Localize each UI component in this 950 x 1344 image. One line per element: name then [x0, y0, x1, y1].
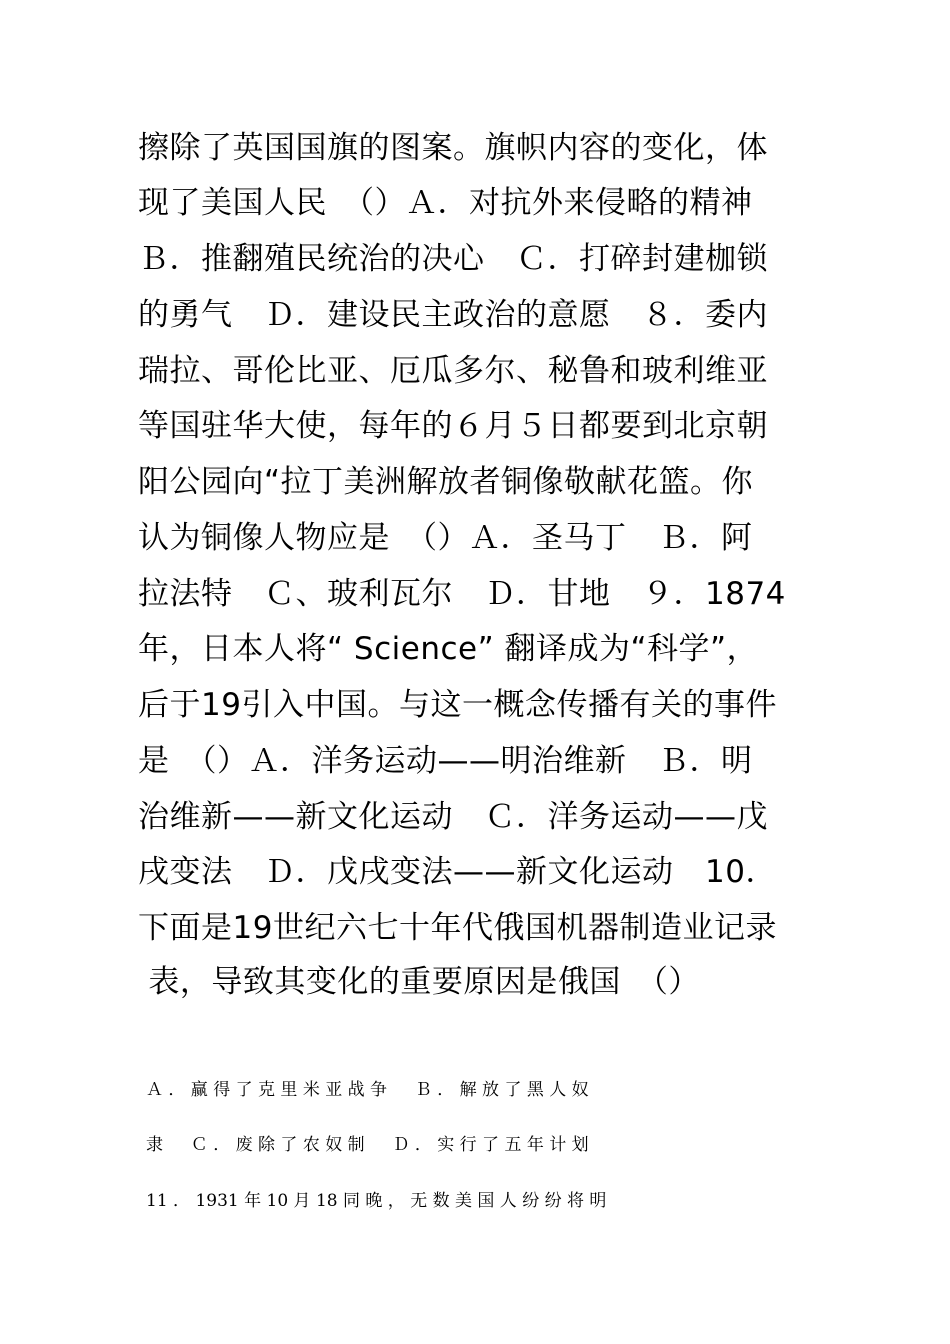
text-line: 戌变法 Ｄ．戊戌变法——新文化运动 10． — [138, 854, 777, 890]
text-line: 后于19引入中国。与这一概念传播有关的事件 — [138, 687, 777, 723]
small-text-line: 隶 Ｃ ． 废 除 了 农 奴 制 Ｄ ． 实 行 了 五 年 计 划 — [146, 1135, 589, 1155]
text-line: 等国驻华大使，每年的６月５日都要到北京朝 — [138, 408, 768, 444]
text-line: 拉法特 Ｃ、玻利瓦尔 Ｄ．甘地 ９．1874 — [138, 576, 786, 612]
text-line: 阳公园向“拉丁美洲解放者铜像敬献花篮。你 — [138, 464, 754, 500]
text-line: 的勇气 Ｄ．建设民主政治的意愿 ８．委内 — [138, 297, 768, 333]
text-line: 擦除了英国国旗的图案。旗帜内容的变化，体 — [138, 130, 768, 166]
text-line: 治维新——新文化运动 Ｃ．洋务运动——戊 — [138, 799, 768, 835]
text-line: 现了美国人民 （）Ａ．对抗外来侵略的精神 — [138, 185, 753, 221]
small-text-line: 11 ． 1931 年 10 月 18 同 晚 ， 无 数 美 国 人 纷 纷 将 明 — [146, 1191, 607, 1211]
small-text-line: Ａ ． 赢 得 了 克 里 米 亚 战 争 Ｂ ． 解 放 了 黑 人 奴 — [146, 1080, 589, 1100]
text-line: 年，日本人将“ Science” 翻译成为“科学”， — [138, 631, 759, 667]
text-line: 是 （）Ａ．洋务运动——明治维新 Ｂ．明 — [138, 743, 753, 779]
text-line: 瑞拉、哥伦比亚、厄瓜多尔、秘鲁和玻利维亚 — [138, 353, 768, 389]
text-line: 表，导致其变化的重要原因是俄国 （） — [138, 964, 700, 1000]
text-line: Ｂ．推翻殖民统治的决心 Ｃ．打碎封建枷锁 — [138, 241, 768, 277]
text-line: 认为铜像人物应是 （）Ａ．圣马丁 Ｂ．阿 — [138, 520, 753, 556]
text-line: 下面是19世纪六七十年代俄国机器制造业记录 — [138, 910, 777, 946]
